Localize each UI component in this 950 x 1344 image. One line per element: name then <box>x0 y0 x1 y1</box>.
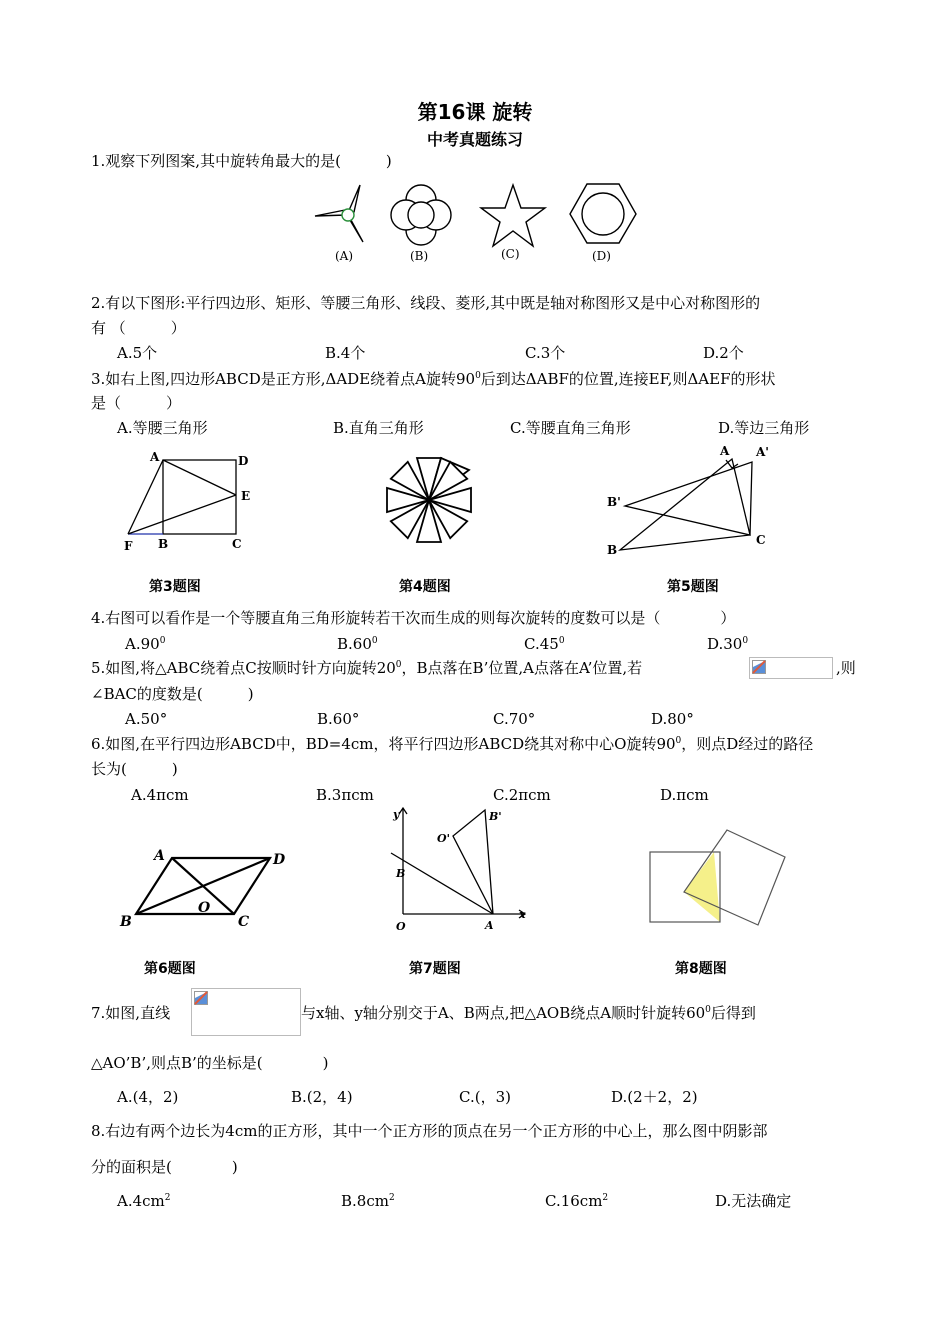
q2-option-d: D.2个 <box>703 344 744 362</box>
q1-figure-a <box>315 185 363 242</box>
figure-7 <box>385 800 535 935</box>
q3-option-b: B.直角三角形 <box>333 419 424 437</box>
fig7-label-b: B <box>396 867 406 880</box>
q3-option-a: A.等腰三角形 <box>117 419 208 437</box>
q3-stem-line2: 是（ ） <box>91 394 182 412</box>
caption-fig7: 第7题图 <box>409 961 461 977</box>
figure-5 <box>600 440 780 558</box>
q5-broken-image <box>749 657 833 679</box>
q3-stem-line1: 3.如右上图,四边形ABCD是正方形,ΔADE绕着点A旋转$90^0$后到达ΔABF的位置,连接EF,则ΔAEF的形状 <box>91 370 776 388</box>
q2-stem-line2: 有 （ ） <box>91 319 186 337</box>
q1-label-b: (B) <box>410 249 429 263</box>
q7-option-a: A.(4，2) <box>117 1088 179 1106</box>
broken-image-icon <box>194 991 208 1005</box>
fig7-label-x: x <box>519 908 526 921</box>
q4-stem: 4.右图可以看作是一个等腰直角三角形旋转若干次而生成的则每次旋转的度数可以是（ ） <box>91 609 736 627</box>
q1-figure-c <box>481 185 545 246</box>
q4-option-d: $D.30^0$ <box>707 635 749 653</box>
fig6-label-a: A <box>154 848 165 864</box>
q5-option-c: C.70° <box>493 710 536 728</box>
fig7-label-o-prime: O' <box>437 832 450 845</box>
caption-fig3: 第3题图 <box>149 579 201 595</box>
q4-option-c: $C.45^0$ <box>524 635 565 653</box>
figure-3 <box>118 448 258 556</box>
page-title: 第16课 旋转 <box>417 100 533 124</box>
caption-fig8: 第8题图 <box>675 961 727 977</box>
q7-stem-line1: 与x轴、y轴分别交于A、B两点,把△AOB绕点A顺时针旋转$60^0$后得到 <box>301 1004 756 1022</box>
figure-4 <box>370 453 488 549</box>
fig7-label-y: y <box>393 808 400 821</box>
fig6-label-o: O <box>198 900 211 916</box>
fig3-label-d: D <box>238 454 249 468</box>
caption-fig5: 第5题图 <box>667 579 719 595</box>
q2-option-b: B.4个 <box>325 344 366 362</box>
fig5-label-b: B <box>607 543 618 557</box>
q6-stem-line2: 长为( ) <box>91 760 178 778</box>
shaded-region <box>684 852 720 922</box>
q6-option-d: D.πcm <box>660 786 709 804</box>
q1-figure-d <box>570 184 636 243</box>
q3-option-c: C.等腰直角三角形 <box>510 419 631 437</box>
q6-stem-line1: 6.如图,在平行四边形ABCD中，BD=4cm，将平行四边形ABCD绕其对称中心O旋转$90^0$，则点D经过的路径 <box>91 735 814 753</box>
q8-option-d: D.无法确定 <box>715 1192 792 1210</box>
q6-option-a: A.4πcm <box>131 786 189 804</box>
q6-option-b: B.3πcm <box>316 786 374 804</box>
q8-option-b: $B.8cm^2$ <box>341 1192 395 1210</box>
q8-option-c: $C.16cm^2$ <box>545 1192 609 1210</box>
fig5-label-a: A <box>720 444 730 458</box>
fig6-label-d: D <box>273 852 286 868</box>
q7-option-b: B.(2，4) <box>291 1088 353 1106</box>
q2-option-c: C.3个 <box>525 344 566 362</box>
broken-image-icon <box>752 660 766 674</box>
fig5-label-b-prime: B' <box>607 495 621 509</box>
q1-label-c: (C) <box>501 247 520 261</box>
q7-broken-image <box>191 988 301 1036</box>
fig3-label-a: A <box>150 450 160 464</box>
q1-label-a: (A) <box>335 249 354 263</box>
fig5-label-c: C <box>756 533 766 547</box>
q1-figure-b <box>391 185 451 245</box>
fig3-label-f: F <box>124 539 133 553</box>
fig7-label-o: O <box>396 920 406 933</box>
fig6-label-b: B <box>120 914 132 930</box>
q5-option-b: B.60° <box>317 710 360 728</box>
q5-option-d: D.80° <box>651 710 694 728</box>
fig3-label-c: C <box>232 537 242 551</box>
fig3-label-b: B <box>158 537 169 551</box>
q1-label-d: (D) <box>592 249 611 263</box>
q8-stem-line2: 分的面积是( ) <box>91 1158 238 1176</box>
q5-stem-line2: ∠BAC的度数是( ) <box>91 685 254 703</box>
q2-stem-line1: 2.有以下图形:平行四边形、矩形、等腰三角形、线段、菱形,其中既是轴对称图形又是中心对称图形的 <box>91 294 761 312</box>
fig7-label-a: A <box>485 919 494 932</box>
q4-option-b: $B.60^0$ <box>337 635 378 653</box>
figure-8 <box>640 822 795 932</box>
q6-option-c: C.2πcm <box>493 786 551 804</box>
q8-option-a: $A.4cm^2$ <box>117 1192 171 1210</box>
q5-stem-tail: ,则 <box>836 659 856 677</box>
fig7-label-b-prime: B' <box>489 810 502 823</box>
q4-option-a: $A.90^0$ <box>125 635 166 653</box>
q5-stem-line1: 5.如图,将△ABC绕着点C按顺时针方向旋转$20^0$，B点落在B’位置,A点落在A’位置,若 <box>91 659 643 677</box>
q7-stem-a: 7.如图,直线 <box>91 1004 171 1022</box>
q7-stem-line2: △AO’B’,则点B’的坐标是( ) <box>91 1054 329 1072</box>
q2-option-a: A.5个 <box>117 344 158 362</box>
q8-stem-line1: 8.右边有两个边长为4cm的正方形，其中一个正方形的顶点在另一个正方形的中心上，那么图中阴影部 <box>91 1122 768 1140</box>
q7-option-c: C.(，3) <box>459 1088 511 1106</box>
fig3-label-e: E <box>241 489 251 503</box>
q1-stem: 1.观察下列图案,其中旋转角最大的是( ) <box>91 152 392 170</box>
page-subtitle: 中考真题练习 <box>426 130 523 149</box>
fig6-label-c: C <box>238 914 250 930</box>
q5-option-a: A.50° <box>125 710 168 728</box>
fig5-label-a-prime: A' <box>756 445 769 459</box>
caption-fig6: 第6题图 <box>144 961 196 977</box>
q3-option-d: D.等边三角形 <box>718 419 810 437</box>
caption-fig4: 第4题图 <box>399 579 451 595</box>
q1-figures <box>305 180 650 270</box>
figure-6 <box>112 840 302 932</box>
q7-option-d: D.(2＋2，2) <box>611 1088 698 1106</box>
